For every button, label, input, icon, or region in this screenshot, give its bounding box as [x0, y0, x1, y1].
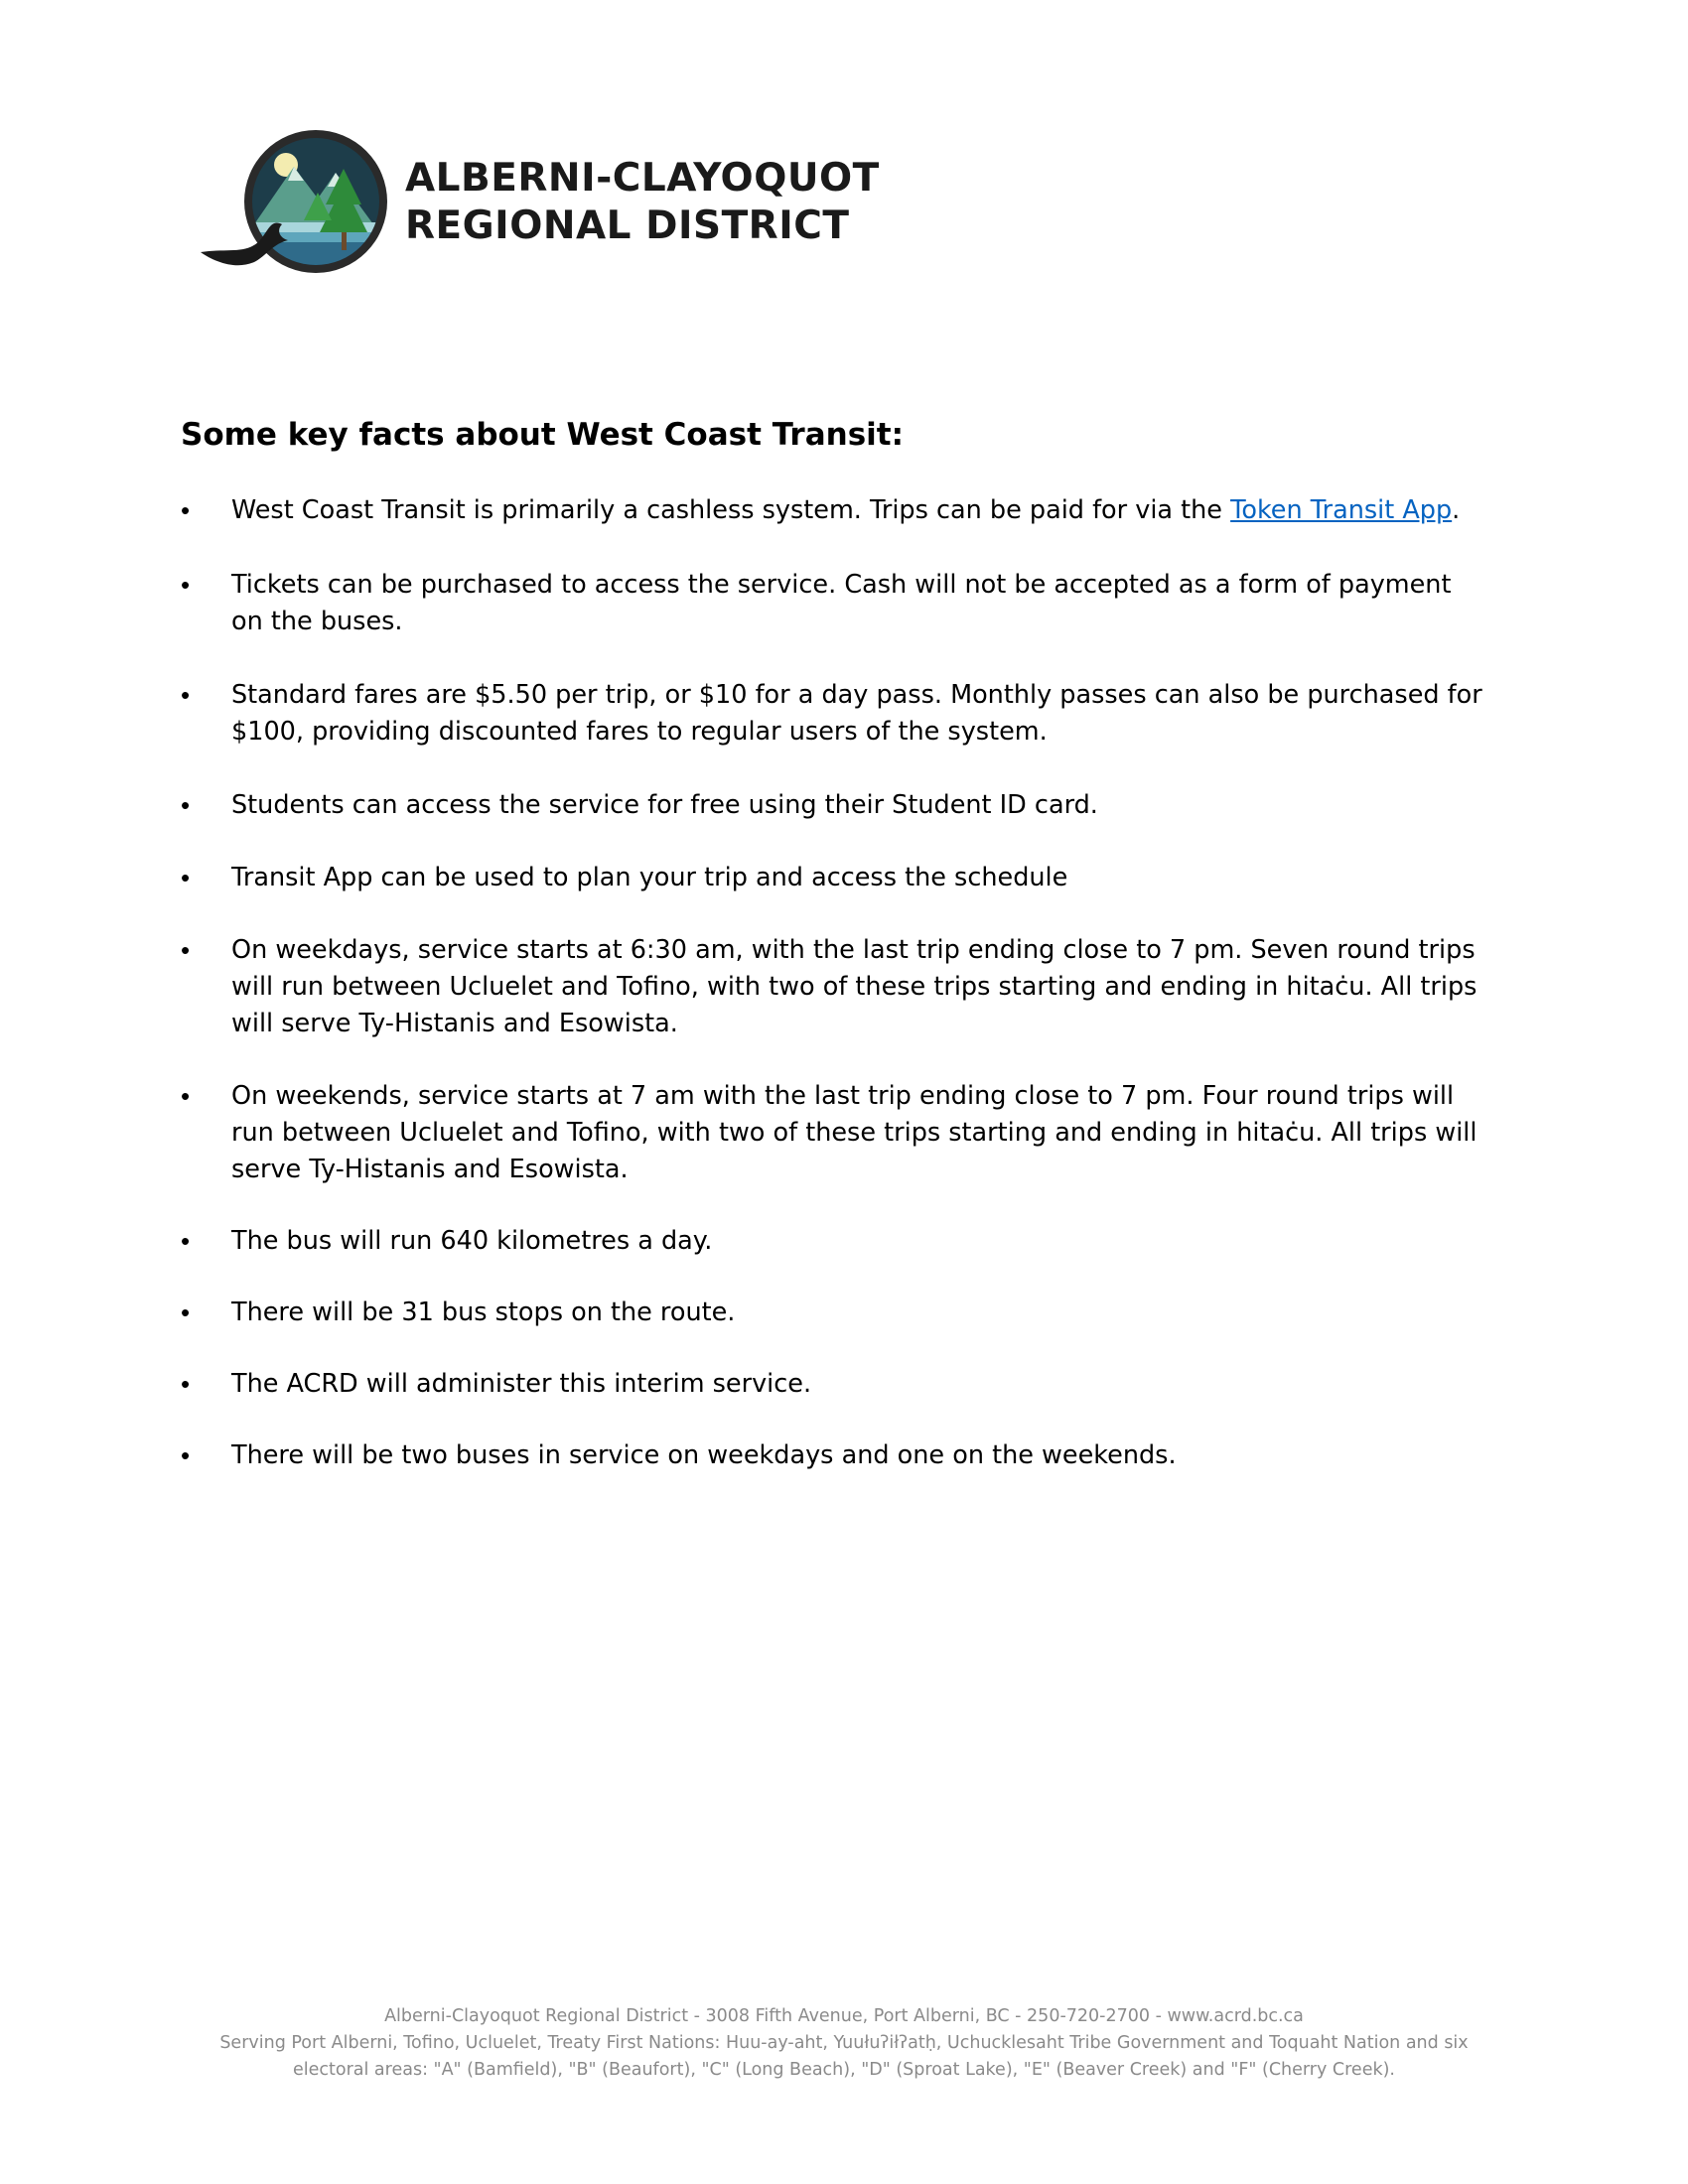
bullet-icon: •: [181, 790, 191, 820]
fact-text: There will be two buses in service on weekdays and one on the weekends.: [231, 1440, 1177, 1470]
fact-text: The ACRD will administer this interim service.: [231, 1369, 812, 1399]
fact-text: On weekdays, service starts at 6:30 am, with the last trip ending close to 7 pm. Seven round trips will run between Ucluelet and Tofino, with two of these trips starting and ending in hitaċu. All trips will serve Ty-Histanis and Esowista.: [231, 935, 1477, 1038]
page-heading: Some key facts about West Coast Transit:: [181, 417, 905, 453]
fact-text-before: West Coast Transit is primarily a cashless system. Trips can be paid for via the: [231, 495, 1231, 525]
bullet-icon: •: [181, 935, 191, 965]
bullet-icon: •: [181, 1297, 191, 1327]
token-transit-app-link[interactable]: Token Transit App: [1230, 495, 1453, 525]
bullet-icon: •: [181, 1440, 191, 1470]
footer-electoral-areas-line: electoral areas: "A" (Bamfield), "B" (Beaufort), "C" (Long Beach), "D" (Sproat Lake), "E" (Beaver Creek) and "F" (Cherry Creek).: [293, 2060, 1395, 2080]
fact-text: Standard fares are $5.50 per trip, or $10 for a day pass. Monthly passes can also be purchased for $100, providing discounted fares to regular users of the system.: [231, 680, 1482, 747]
fact-text: On weekends, service starts at 7 am with the last trip ending close to 7 pm. Four round trips will run between Ucluelet and Tofino, with two of these trips starting and ending in hitaċu. All trips will serve Ty-Histanis and Esowista.: [231, 1081, 1477, 1184]
fact-text: There will be 31 bus stops on the route.: [231, 1297, 736, 1327]
fact-text: Students can access the service for free using their Student ID card.: [231, 790, 1098, 820]
acrd-emblem-icon: [197, 129, 387, 278]
fact-text-after: .: [1452, 495, 1461, 525]
fact-text: [231, 492, 1482, 529]
bullet-icon: •: [181, 570, 191, 600]
logo-line-2: REGIONAL DISTRICT: [405, 204, 850, 248]
organization-name: [405, 155, 880, 250]
footer-serving-line: Serving Port Alberni, Tofino, Ucluelet, Treaty First Nations: Huu-ay-aht, Yuułuʔiłʔatḥ, Uchucklesaht Tribe Government and Toquaht Nation and six: [219, 2033, 1469, 2053]
bullet-icon: •: [181, 1081, 191, 1111]
logo-line-1: ALBERNI-CLAYOQUOT: [405, 156, 880, 201]
bullet-icon: •: [181, 1369, 191, 1399]
fact-text: Tickets can be purchased to access the service. Cash will not be accepted as a form of payment on the buses.: [231, 570, 1452, 636]
bullet-icon: •: [181, 495, 191, 525]
page-footer: [149, 2003, 1539, 2084]
fact-text: Transit App can be used to plan your trip and access the schedule: [231, 863, 1068, 892]
footer-contact-line: Alberni-Clayoquot Regional District - 3008 Fifth Avenue, Port Alberni, BC - 250-720-2700 - www.acrd.bc.ca: [384, 2006, 1304, 2026]
bullet-icon: •: [181, 1226, 191, 1256]
bullet-icon: •: [181, 680, 191, 710]
bullet-icon: •: [181, 863, 191, 892]
fact-text: The bus will run 640 kilometres a day.: [231, 1226, 713, 1256]
organization-logo: [197, 129, 892, 278]
